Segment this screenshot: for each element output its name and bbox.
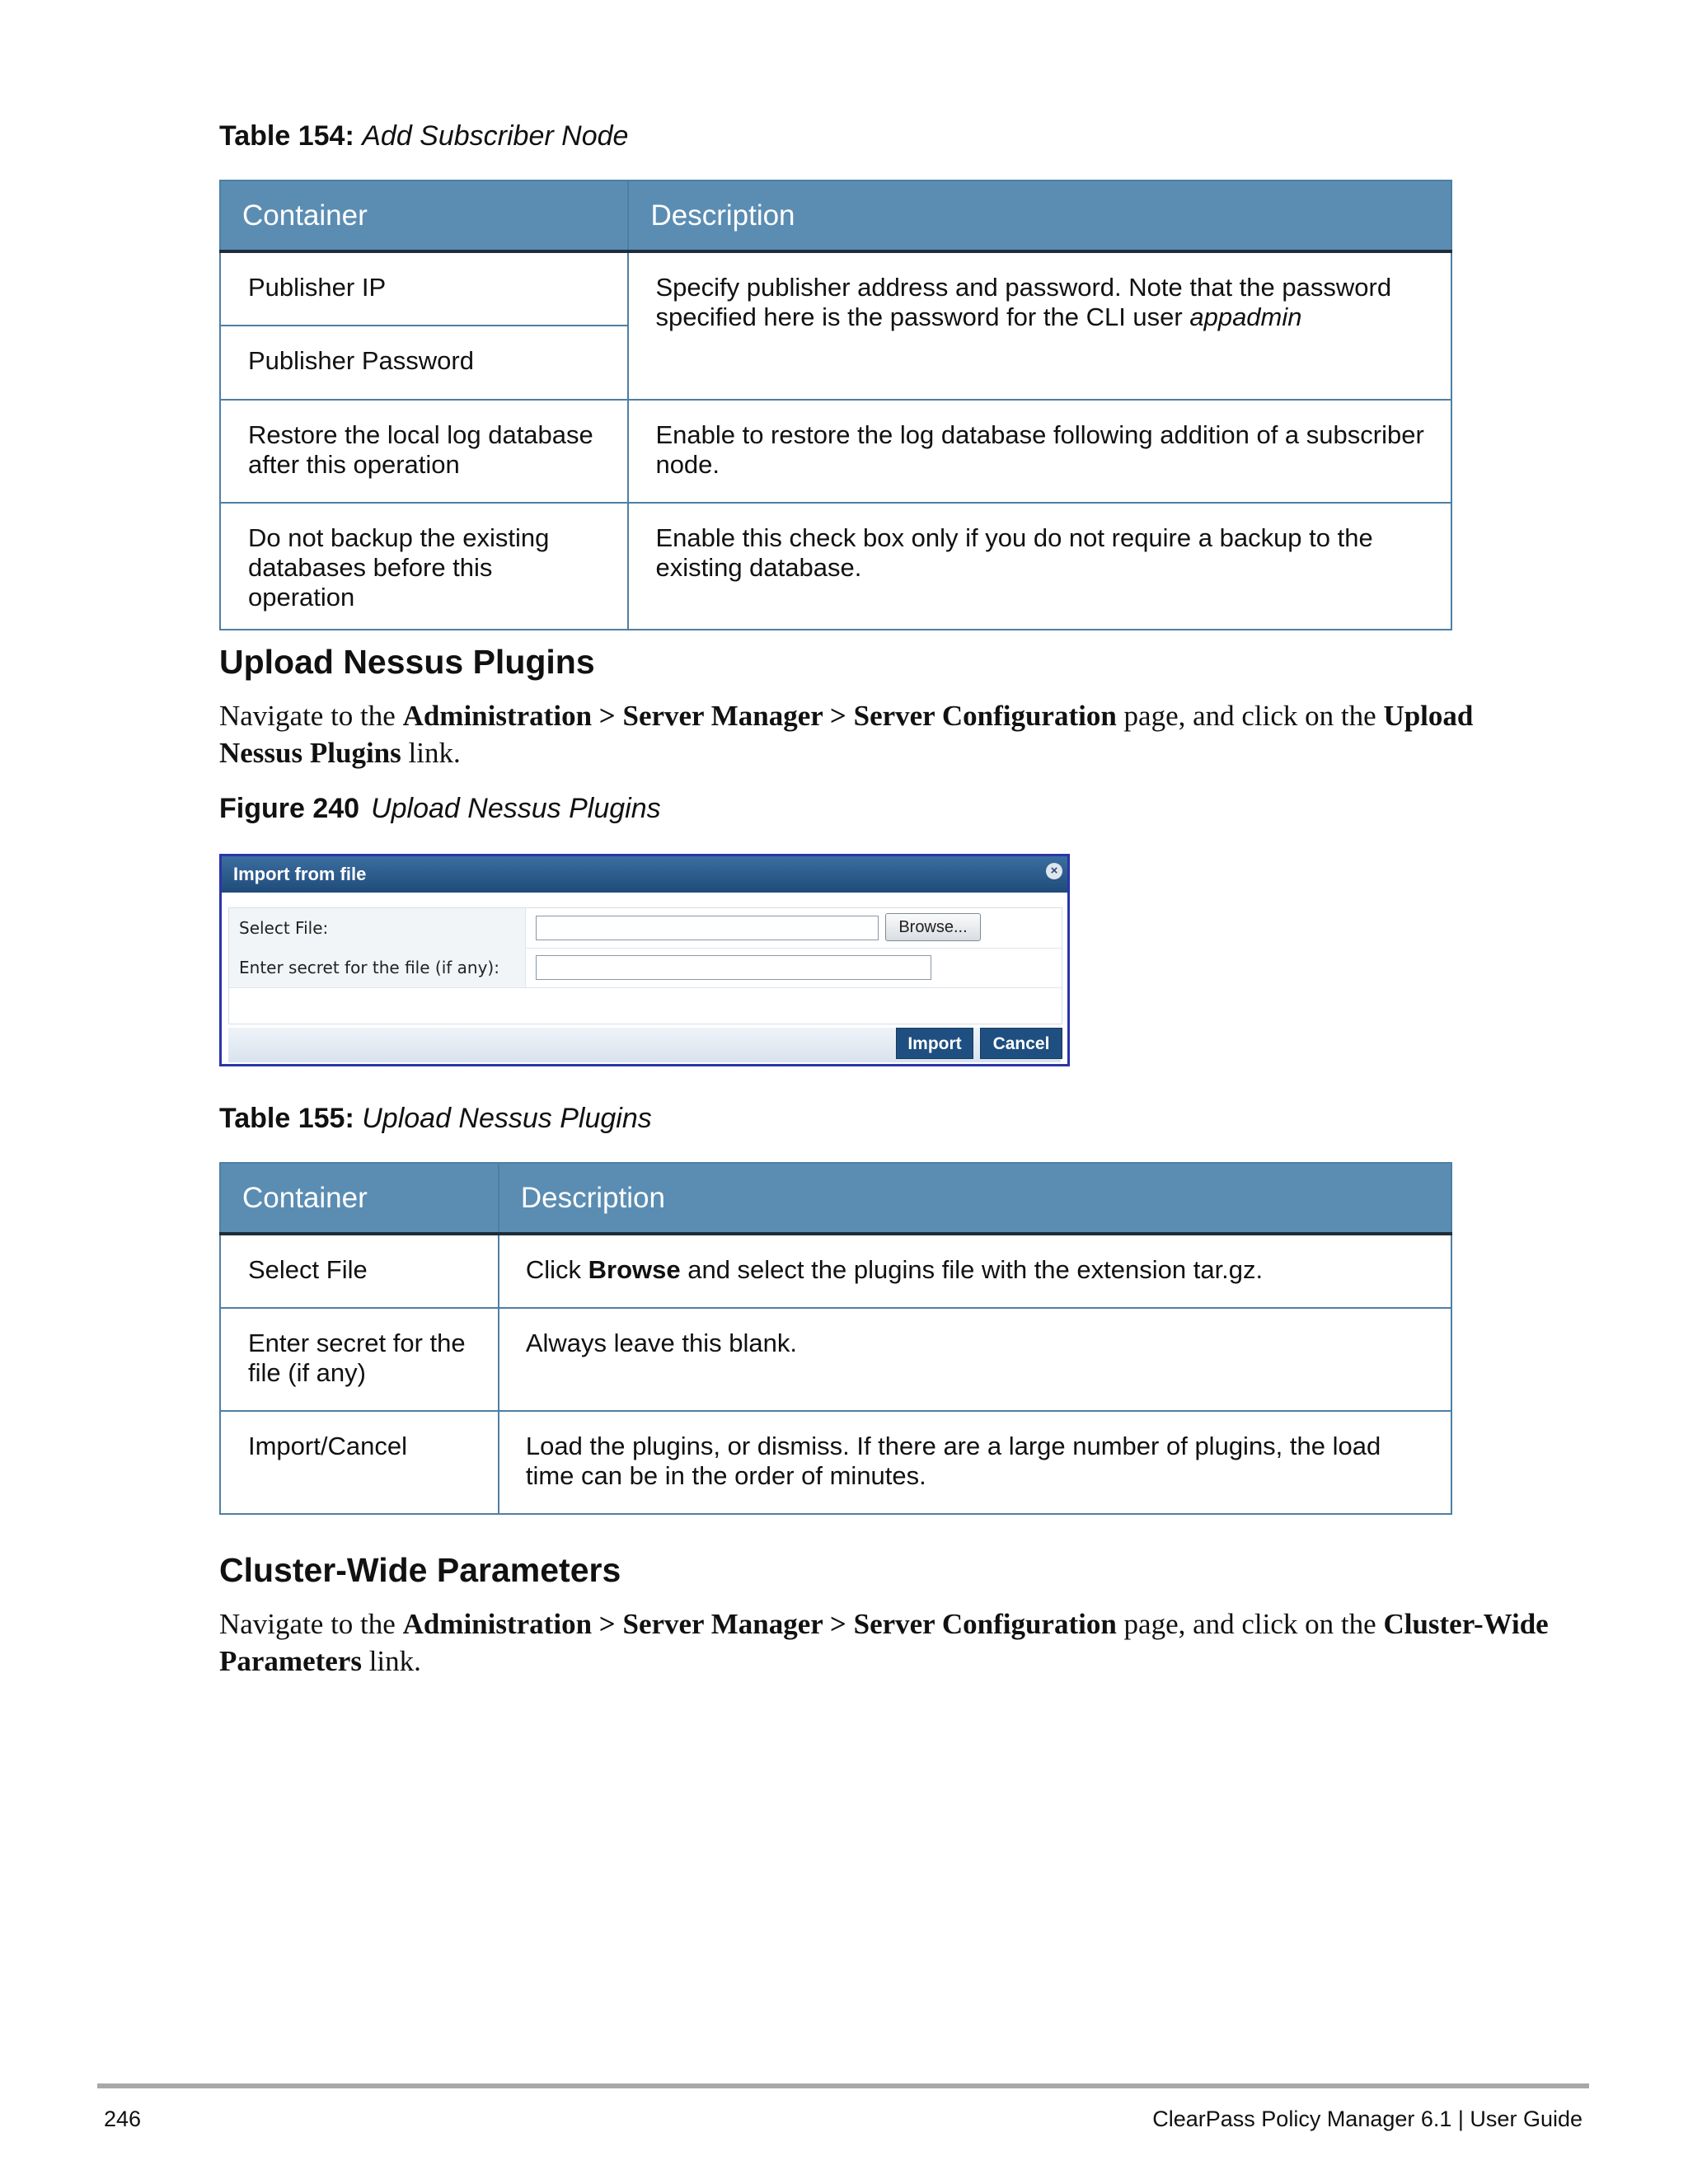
table-caption-label: Table 154: [219,120,354,152]
cell-container: Do not backup the existing databases before this operation [220,503,628,630]
cell-container: Publisher Password [220,326,628,400]
section-heading-upload-nessus: Upload Nessus Plugins [219,643,595,681]
cli-user-name: appadmin [1189,302,1302,331]
close-icon[interactable]: × [1046,863,1062,879]
table-caption-title: Upload Nessus Plugins [362,1103,652,1134]
cell-container: Import/Cancel [220,1411,499,1514]
column-header-description: Description [499,1163,1451,1234]
column-header-container: Container [220,180,628,251]
table-row [220,251,1451,326]
table-155-caption [219,1103,652,1135]
cell-container: Enter secret for the file (if any) [220,1308,499,1411]
navigation-instructions: Navigate to the Administration > Server Manager > Server Configuration page, and click on the Cluster-Wide Parameters link. [219,1608,1549,1677]
browse-emphasis: Browse [588,1255,681,1284]
section-heading-cluster-wide: Cluster-Wide Parameters [219,1551,621,1589]
secret-label: Enter secret for the file (if any): [229,948,526,987]
table-caption-title: Add Subscriber Node [362,120,629,152]
table-caption-label: Table 155: [219,1103,354,1134]
cell-description: Click Browse and select the plugins file with the extension tar.gz. [499,1234,1451,1308]
cell-container: Publisher IP [220,251,628,326]
import-button[interactable]: Import [896,1028,973,1059]
column-header-description: Description [628,180,1451,251]
cell-description: Load the plugins, or dismiss. If there are a large number of plugins, the load time can be in the order of minutes. [499,1411,1451,1514]
figure-240-caption [219,793,661,825]
navigation-instructions: Navigate to the Administration > Server Manager > Server Configuration page, and click on the Upload Nessus Plugins link. [219,700,1474,769]
table-add-subscriber-node [219,180,1452,630]
column-header-container: Container [220,1163,499,1234]
footer-divider [97,2083,1589,2088]
page-number: 246 [104,2107,142,2131]
file-path-input[interactable] [536,916,879,940]
guide-title: ClearPass Policy Manager 6.1 | User Guide [1152,2107,1582,2131]
table-row [220,1308,1451,1411]
dialog-footer [228,1028,1061,1062]
cell-container: Restore the local log database after this operation [220,400,628,503]
table-row [220,503,1451,630]
table-154-caption [219,120,628,152]
figure-label: Figure 240 [219,793,360,824]
cell-description: Always leave this blank. [499,1308,1451,1411]
secret-input[interactable] [536,955,931,980]
cell-description: Enable to restore the log database following addition of a subscriber node. [628,400,1451,503]
table-row [220,1411,1451,1514]
import-from-file-dialog [219,854,1070,1066]
select-file-row [229,908,1062,949]
table-row [220,400,1451,503]
select-file-label: Select File: [229,908,526,948]
figure-title: Upload Nessus Plugins [371,793,661,824]
table-row [220,1234,1451,1308]
dialog-title: Import from file [222,856,1067,893]
cell-container: Select File [220,1234,499,1308]
cancel-button[interactable]: Cancel [980,1028,1062,1059]
dialog-form [228,907,1062,1024]
table-upload-nessus-plugins [219,1162,1452,1515]
browse-button[interactable]: Browse... [885,913,981,941]
cell-description: Specify publisher address and password. Note that the password specified here is the password for the CLI user appadmin [628,251,1451,400]
secret-row [229,948,1062,988]
cell-description: Enable this check box only if you do not require a backup to the existing database. [628,503,1451,630]
